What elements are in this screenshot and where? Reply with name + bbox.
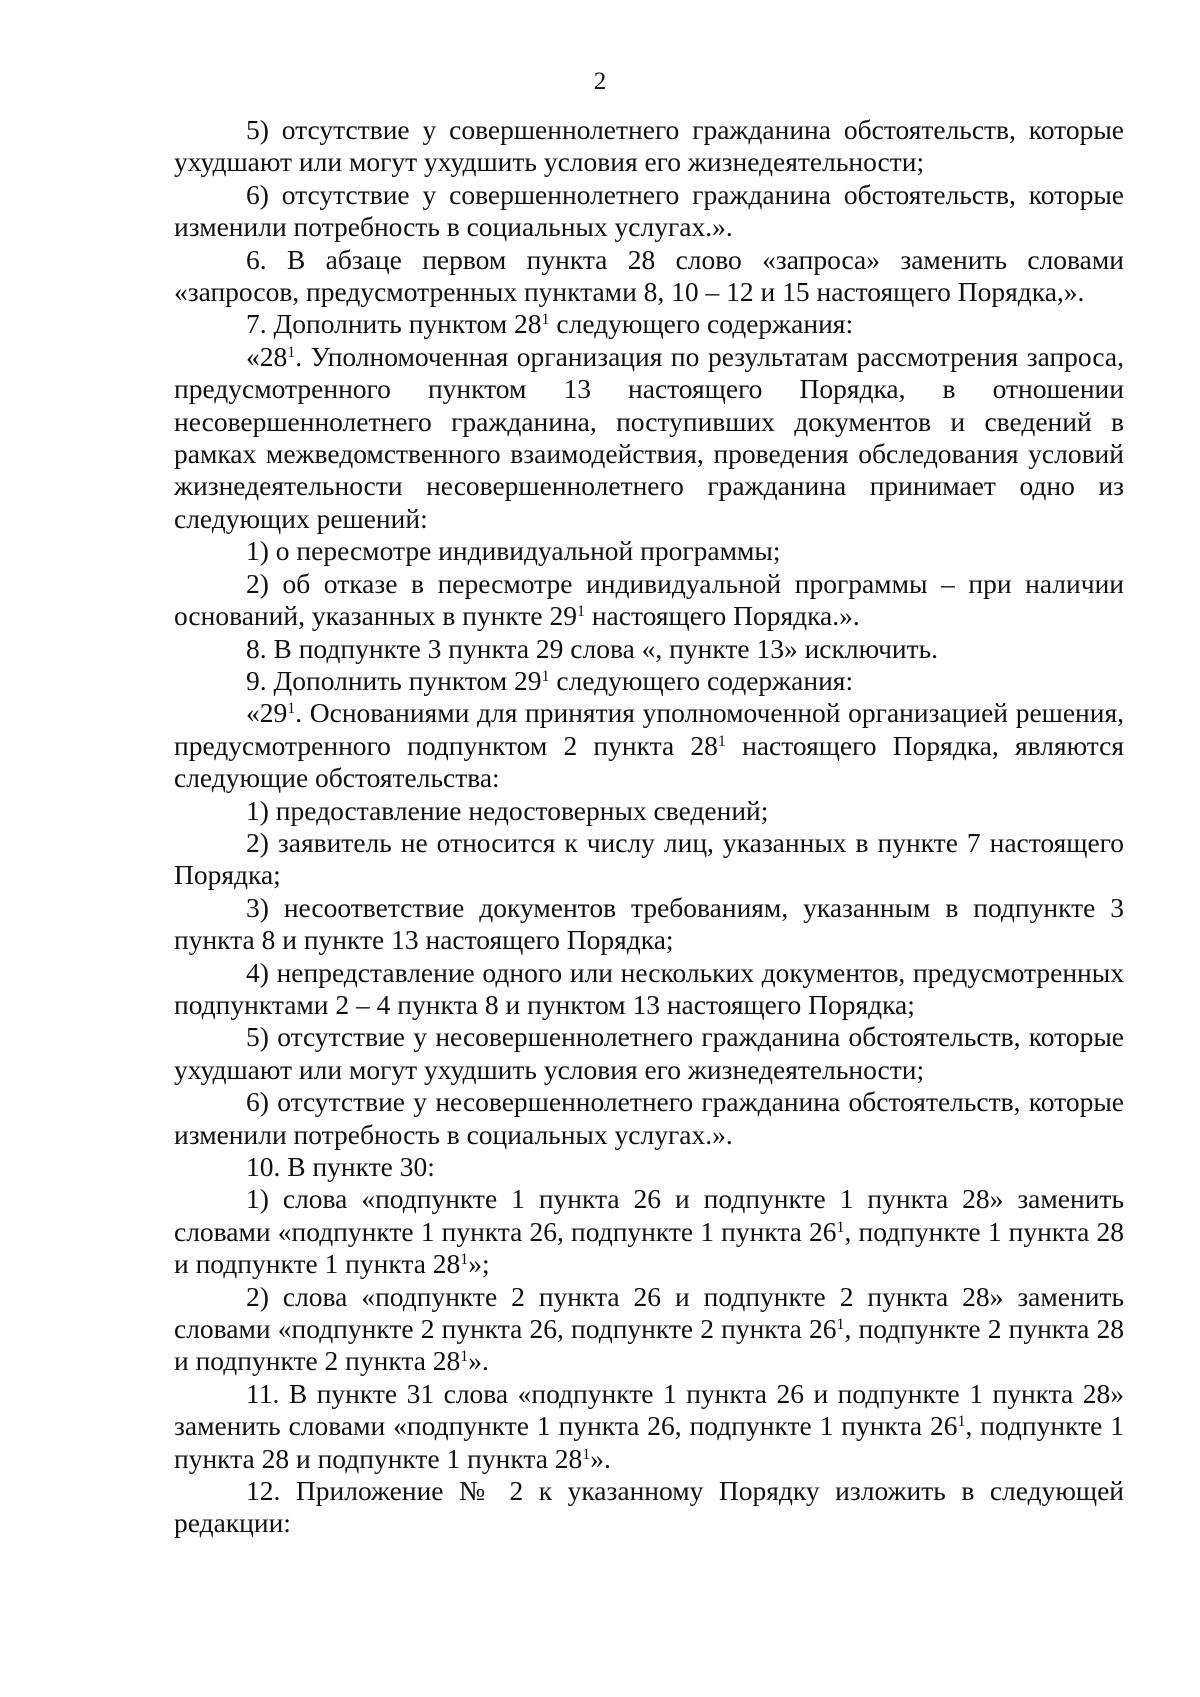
- page-number: 2: [593, 68, 607, 95]
- paragraph: [174, 1281, 1124, 1378]
- text-run: , подпункте 1 пункта 28 и подпункте 1 пункта 28: [174, 1215, 1124, 1280]
- paragraph: [174, 535, 1124, 567]
- superscript: 1: [836, 1219, 845, 1237]
- superscript: 1: [576, 603, 585, 621]
- text-run: »;: [468, 1248, 490, 1280]
- paragraph: [174, 1151, 1124, 1183]
- text-run: следующего содержания:: [549, 308, 854, 340]
- text-run: 1) предоставление недостоверных сведений;: [246, 794, 769, 826]
- text-run: 2) заявитель не относится к числу лиц, указанных в пункте 7 настоящего Порядка;: [174, 826, 1124, 891]
- text-run: ».: [590, 1442, 611, 1474]
- text-run: 1) слова «подпункте 1 пункта 26 и подпункте 1 пункта 28» заменить словами «подпункте 1 пункта 26, подпункте 1 пункта 26: [174, 1183, 1124, 1247]
- paragraph: [174, 827, 1124, 892]
- text-run: 6. В абзаце первом пункта 28 слово «запроса» заменить словами «запросов, предусмотренных пунктами 8, 10 – 12 и 15 настоящего Порядка,».: [174, 243, 1124, 308]
- superscript: 1: [836, 1316, 845, 1334]
- paragraph: [174, 1021, 1124, 1086]
- text-run: «29: [246, 697, 288, 729]
- text-run: настоящего Порядка, являются следующие обстоятельства:: [174, 729, 1124, 794]
- text-run: , подпункте 2 пункта 28 и подпункте 2 пункта 28: [174, 1313, 1124, 1377]
- text-run: 6) отсутствие у совершеннолетнего гражданина обстоятельств, которые изменили потребность в социальных услугах.».: [174, 178, 1124, 243]
- paragraph: [174, 665, 1124, 697]
- paragraph: [174, 179, 1124, 244]
- text-run: 2) об отказе в пересмотре индивидуальной программы – при наличии оснований, указанных в пункте 29: [174, 567, 1124, 632]
- paragraph: [174, 697, 1124, 794]
- text-run: . Основаниями для принятия уполномоченной организацией решения, предусмотренного подпунктом 2 пункта 28: [174, 697, 1124, 761]
- paragraph: [174, 1475, 1124, 1540]
- superscript: 1: [582, 1445, 591, 1463]
- paragraph: [174, 308, 1124, 340]
- superscript: 1: [957, 1413, 966, 1431]
- superscript: 1: [287, 344, 296, 362]
- text-run: 11. В пункте 31 слова «подпункте 1 пункта 26 и подпункте 1 пункта 28» заменить словами «подпункте 1 пункта 26, подпункте 1 пункта 26: [174, 1377, 1124, 1442]
- document-body: [174, 114, 1124, 1540]
- text-run: настоящего Порядка.».: [584, 600, 860, 632]
- text-run: 5) отсутствие у совершеннолетнего гражданина обстоятельств, которые ухудшают или могут ухудшить условия его жизнедеятельности;: [174, 114, 1124, 178]
- text-run: следующего содержания:: [549, 664, 854, 696]
- superscript: 1: [717, 732, 726, 750]
- text-run: . Уполномоченная организация по результатам рассмотрения запроса, предусмотренного пунктом 13 настоящего Порядка, в отношении несовершеннолетнего гражданина, поступивших документов и сведений в рамках межведомственного взаимодействия, проведения обследования условий жизнедеятельности несовершеннолетнего гражданина принимает одно из следующих решений:: [174, 340, 1124, 534]
- superscript: 1: [460, 1348, 469, 1366]
- text-run: , подпункте 1 пункта 28 и подпункте 1 пункта 28: [174, 1410, 1125, 1474]
- text-run: 6) отсутствие у несовершеннолетнего гражданина обстоятельств, которые изменили потребность в социальных услугах.».: [174, 1086, 1124, 1150]
- paragraph: [174, 1183, 1124, 1280]
- text-run: 3) несоответствие документов требованиям, указанным в подпункте 3 пункта 8 и пункте 13 настоящего Порядка;: [174, 891, 1124, 956]
- paragraph: [174, 568, 1124, 633]
- text-run: 10. В пункте 30:: [246, 1151, 435, 1182]
- paragraph: [174, 633, 1124, 665]
- paragraph: [174, 957, 1124, 1022]
- text-run: 2) слова «подпункте 2 пункта 26 и подпункте 2 пункта 28» заменить словами «подпункте 2 пункта 26, подпункте 2 пункта 26: [174, 1280, 1124, 1345]
- text-run: 1) о пересмотре индивидуальной программы;: [246, 535, 781, 567]
- superscript: 1: [541, 311, 550, 329]
- text-run: 9. Дополнить пунктом 29: [246, 664, 542, 696]
- text-run: 12. Приложение № 2 к указанному Порядку изложить в следующей редакции:: [174, 1475, 1124, 1539]
- paragraph: [174, 114, 1124, 179]
- superscript: 1: [287, 700, 296, 718]
- text-run: 8. В подпункте 3 пункта 29 слова «, пункте 13» исключить.: [246, 632, 939, 664]
- paragraph: [174, 795, 1124, 827]
- text-run: 4) непредставление одного или нескольких документов, предусмотренных подпунктами 2 – 4 пункта 8 и пунктом 13 настоящего Порядка;: [174, 956, 1124, 1020]
- text-run: ».: [468, 1345, 489, 1377]
- paragraph: [174, 892, 1124, 957]
- superscript: 1: [460, 1251, 469, 1269]
- superscript: 1: [541, 668, 550, 686]
- text-run: 7. Дополнить пунктом 28: [246, 308, 542, 340]
- text-run: «28: [246, 340, 288, 372]
- text-run: 5) отсутствие у несовершеннолетнего гражданина обстоятельств, которые ухудшают или могут ухудшить условия его жизнедеятельности;: [174, 1021, 1124, 1085]
- paragraph: [174, 1086, 1124, 1151]
- paragraph: [174, 244, 1124, 309]
- paragraph: [174, 341, 1124, 535]
- paragraph: [174, 1378, 1124, 1475]
